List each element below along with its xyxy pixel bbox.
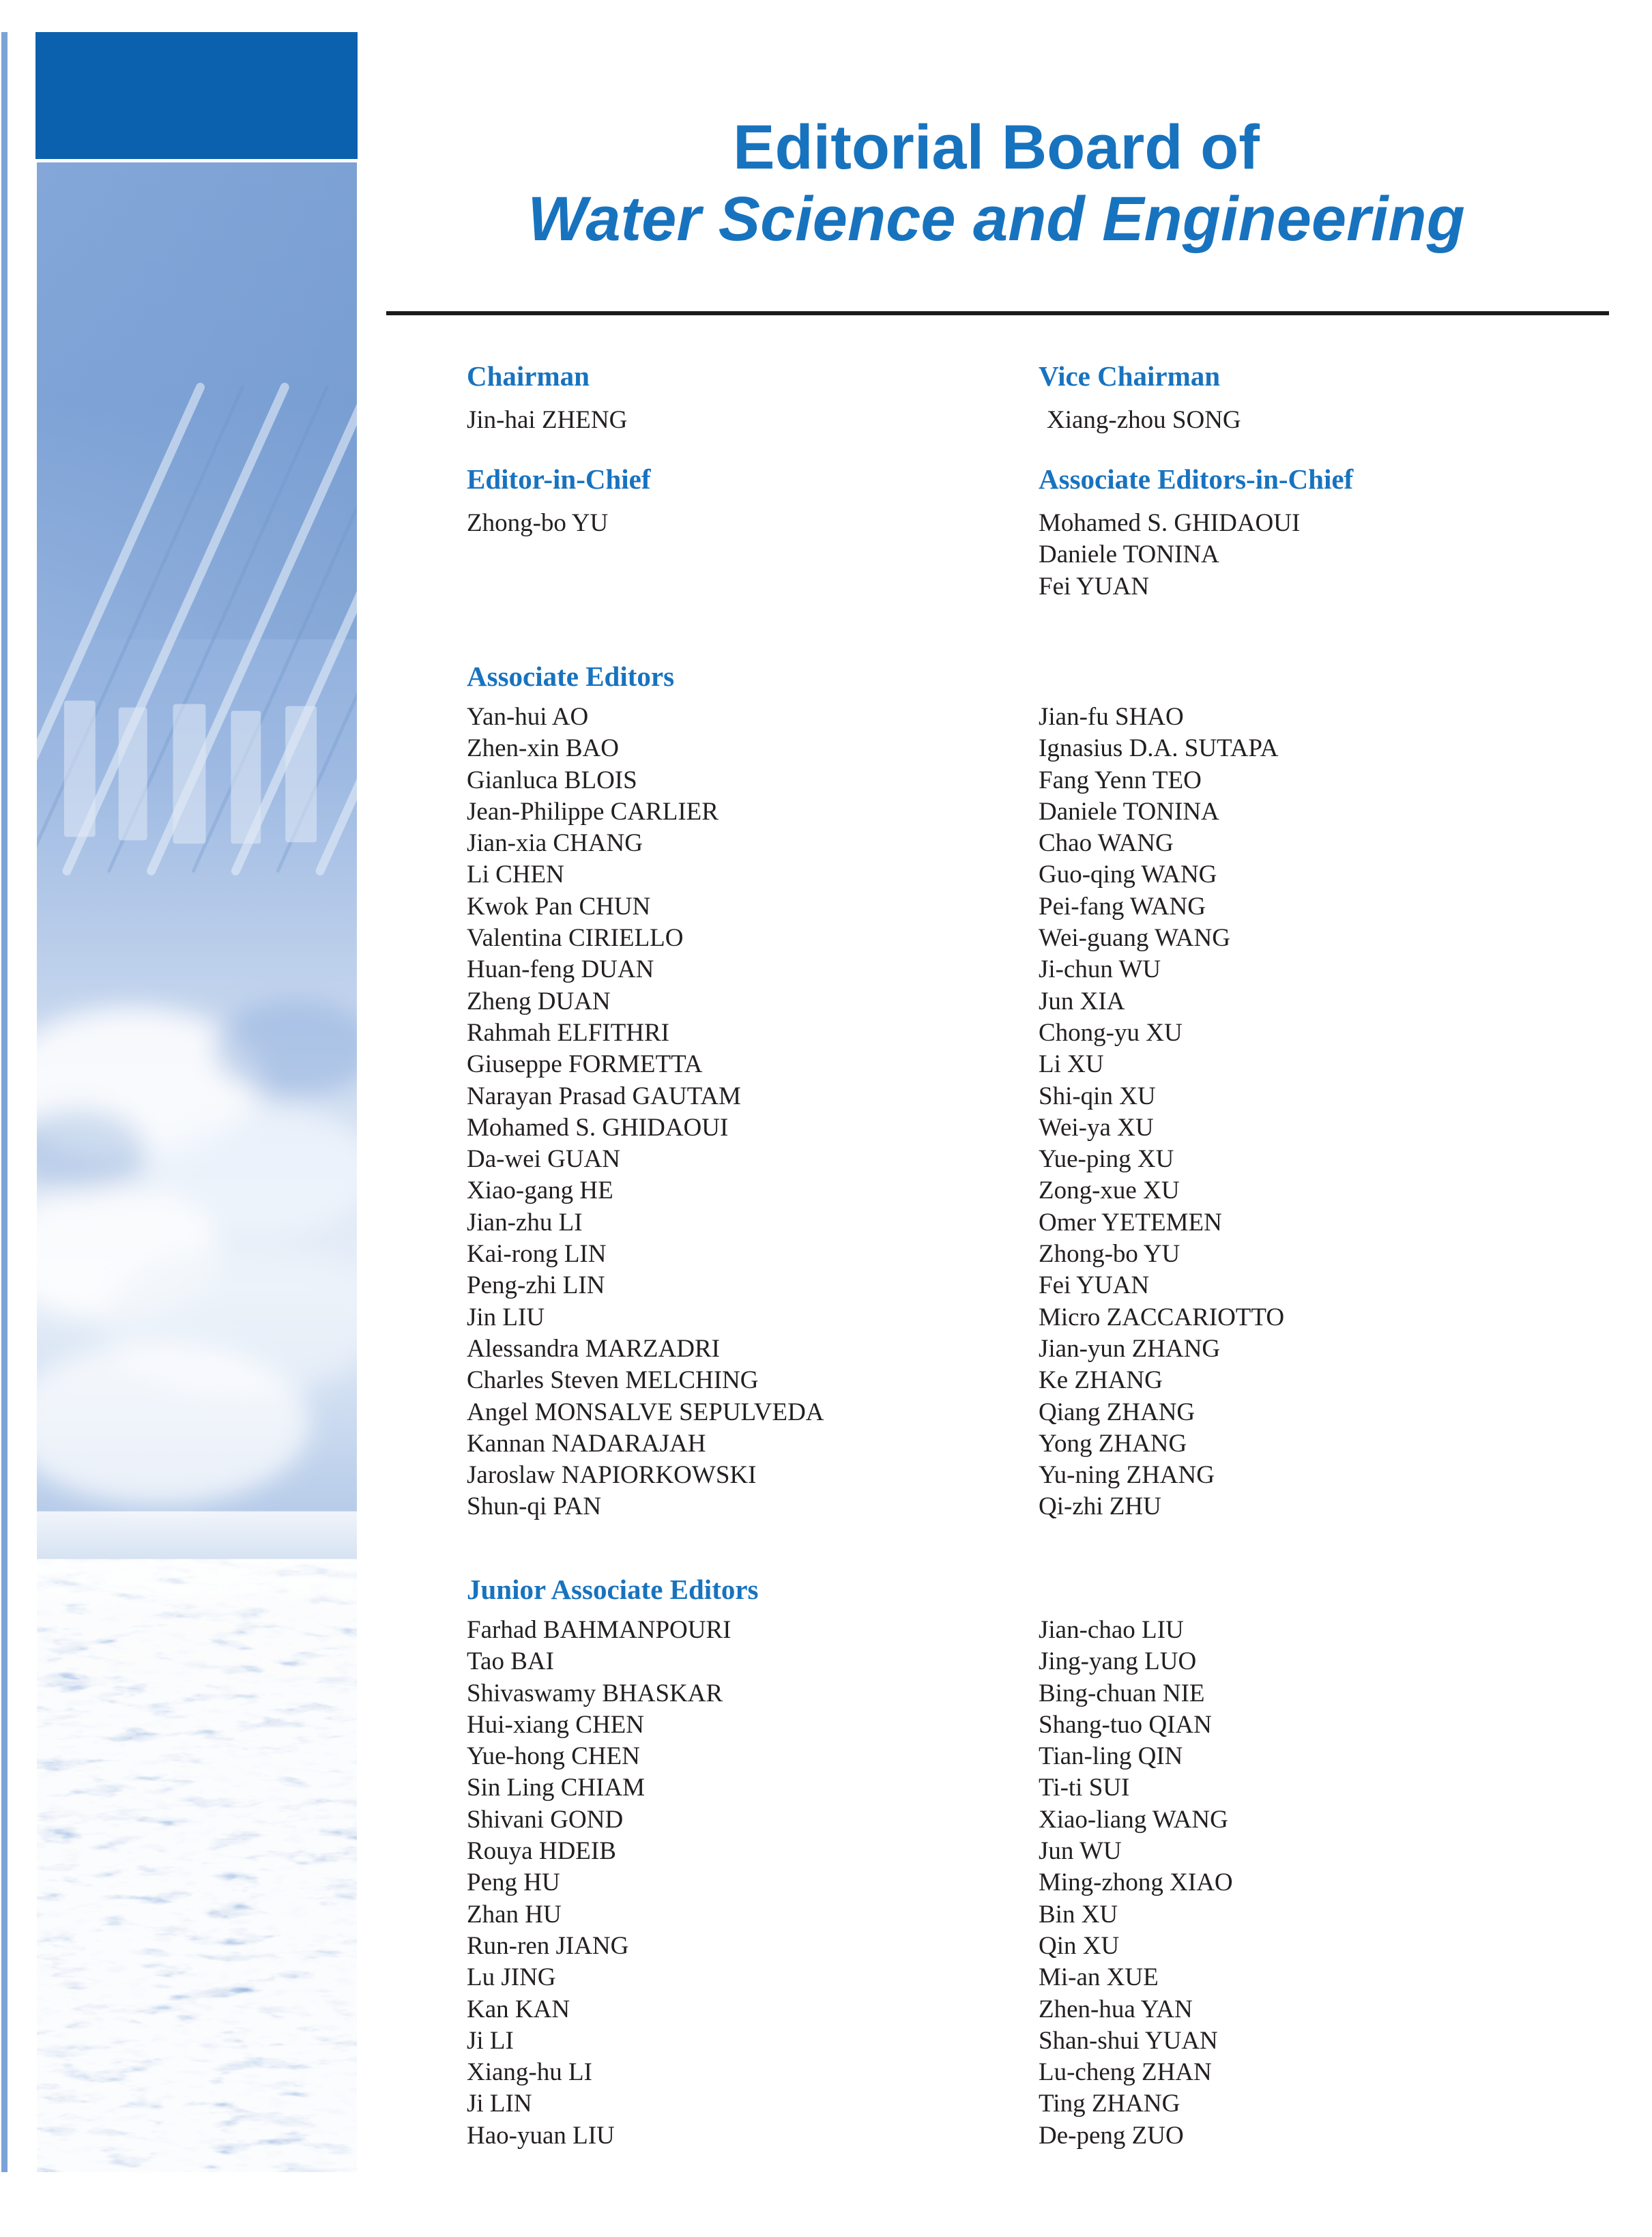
member-name: Farhad BAHMANPOURI xyxy=(467,1616,731,1644)
member-name: Wei-guang WANG xyxy=(1039,924,1230,953)
member-name: Jian-yun ZHANG xyxy=(1039,1334,1221,1363)
section-junior-associate-editors xyxy=(467,1573,759,1606)
member-name: Run-ren JIANG xyxy=(467,1931,629,1960)
member-list xyxy=(467,405,627,436)
section-heading: Associate Editors xyxy=(467,661,675,692)
member-list-column2 xyxy=(1039,702,1284,1523)
page-title-line1: Editorial Board of xyxy=(733,113,1260,182)
section-heading: Editor-in-Chief xyxy=(467,463,651,495)
member-name: Kwok Pan CHUN xyxy=(467,892,651,921)
member-name: Jaroslaw NAPIORKOWSKI xyxy=(467,1461,757,1490)
member-name: Yong ZHANG xyxy=(1039,1429,1187,1458)
member-name: Jun XIA xyxy=(1039,987,1125,1015)
member-name: Narayan Prasad GAUTAM xyxy=(467,1082,741,1110)
member-name: Kan KAN xyxy=(467,1995,570,2023)
member-name: Shivani GOND xyxy=(467,1805,624,1834)
member-name: Mohamed S. GHIDAOUI xyxy=(467,1113,729,1142)
member-name: Peng HU xyxy=(467,1868,560,1897)
member-name: Fei YUAN xyxy=(1039,572,1150,601)
member-name: Ti-ti SUI xyxy=(1039,1774,1130,1802)
journal-name-title: Water Science and Engineering xyxy=(527,184,1465,254)
member-name: Zhong-bo YU xyxy=(1039,1240,1180,1269)
member-name: Xiang-zhou SONG xyxy=(1047,406,1241,434)
member-name: Yan-hui AO xyxy=(467,703,589,731)
member-name: Mi-an XUE xyxy=(1039,1963,1159,1992)
member-name: Ji LI xyxy=(467,2026,514,2055)
member-name: Shang-tuo QIAN xyxy=(1039,1710,1212,1739)
member-name: Qin XU xyxy=(1039,1931,1120,1960)
member-name: Fang Yenn TEO xyxy=(1039,766,1202,794)
member-name: Zhen-xin BAO xyxy=(467,734,619,763)
left-edge-line xyxy=(1,32,8,2172)
member-name: Micro ZACCARIOTTO xyxy=(1039,1303,1285,1331)
member-name: Jean-Philippe CARLIER xyxy=(467,797,719,826)
section-heading: Junior Associate Editors xyxy=(467,1574,759,1605)
member-name: Daniele TONINA xyxy=(1039,540,1219,569)
member-name: Jian-chao LIU xyxy=(1039,1616,1184,1644)
section-heading: Vice Chairman xyxy=(1039,360,1221,392)
member-name: Ming-zhong XIAO xyxy=(1039,1868,1233,1897)
member-name: Zong-xue XU xyxy=(1039,1177,1180,1205)
section-heading: Chairman xyxy=(467,360,590,392)
member-name: Shun-qi PAN xyxy=(467,1492,602,1521)
member-name: Zheng DUAN xyxy=(467,987,611,1015)
member-name: Shi-qin XU xyxy=(1039,1082,1156,1110)
member-name: Li CHEN xyxy=(467,861,564,889)
member-name: Jin-hai ZHENG xyxy=(467,406,628,434)
member-name: Xiao-liang WANG xyxy=(1039,1805,1228,1834)
dam-water-photo-image xyxy=(37,162,357,2172)
section-chairman xyxy=(467,360,627,436)
member-name: Chao WANG xyxy=(1039,829,1174,858)
member-name: Wei-ya XU xyxy=(1039,1113,1154,1142)
member-list xyxy=(1039,405,1241,436)
section-heading: Associate Editors-in-Chief xyxy=(1039,463,1354,495)
member-name: Valentina CIRIELLO xyxy=(467,924,684,953)
section-editor-in-chief xyxy=(467,463,651,539)
member-name: Charles Steven MELCHING xyxy=(467,1366,759,1395)
member-name: Daniele TONINA xyxy=(1039,797,1219,826)
member-name: Jun WU xyxy=(1039,1837,1122,1866)
member-name: Chong-yu XU xyxy=(1039,1018,1183,1047)
member-name: Ji-chun WU xyxy=(1039,955,1161,984)
member-name: Shivaswamy BHASKAR xyxy=(467,1679,723,1707)
title-divider xyxy=(386,311,1609,315)
member-name: Tao BAI xyxy=(467,1647,554,1676)
member-name: Tian-ling QIN xyxy=(1039,1742,1183,1771)
member-name: Bin XU xyxy=(1039,1900,1118,1929)
member-name: Jin LIU xyxy=(467,1303,545,1331)
member-name: Jian-zhu LI xyxy=(467,1208,583,1237)
member-name: Li XU xyxy=(1039,1050,1104,1079)
member-name: Pei-fang WANG xyxy=(1039,892,1206,921)
member-name: Yu-ning ZHANG xyxy=(1039,1461,1215,1490)
member-name: Mohamed S. GHIDAOUI xyxy=(1039,509,1301,537)
member-list xyxy=(467,508,651,539)
member-name: Shan-shui YUAN xyxy=(1039,2026,1218,2055)
member-name: Xiang-hu LI xyxy=(467,2058,592,2087)
member-name: Yue-hong CHEN xyxy=(467,1742,640,1771)
member-name: Giuseppe FORMETTA xyxy=(467,1050,703,1079)
section-vice-chairman xyxy=(1039,360,1241,436)
member-name: Fei YUAN xyxy=(1039,1271,1150,1300)
member-name: Hao-yuan LIU xyxy=(467,2121,615,2150)
member-name: Qiang ZHANG xyxy=(1039,1398,1195,1426)
sidebar-top-blue-block xyxy=(35,32,358,159)
member-name: Zhen-hua YAN xyxy=(1039,1995,1193,2023)
member-list xyxy=(1039,508,1353,603)
member-name: Rahmah ELFITHRI xyxy=(467,1018,669,1047)
sidebar-photo xyxy=(37,162,357,2172)
member-name: Omer YETEMEN xyxy=(1039,1208,1222,1237)
member-name: Lu-cheng ZHAN xyxy=(1039,2058,1212,2087)
member-name: Bing-chuan NIE xyxy=(1039,1679,1205,1707)
member-name: Rouya HDEIB xyxy=(467,1837,616,1866)
member-name: Jing-yang LUO xyxy=(1039,1647,1197,1676)
member-name: Qi-zhi ZHU xyxy=(1039,1492,1161,1521)
member-name: Jian-xia CHANG xyxy=(467,829,643,858)
member-name: Ji LIN xyxy=(467,2090,532,2118)
member-name: Zhan HU xyxy=(467,1900,562,1929)
member-name: Kannan NADARAJAH xyxy=(467,1429,706,1458)
member-name: Sin Ling CHIAM xyxy=(467,1774,646,1802)
member-name: Lu JING xyxy=(467,1963,556,1992)
member-name: Da-wei GUAN xyxy=(467,1145,621,1174)
member-list-column1 xyxy=(467,702,824,1523)
member-name: Guo-qing WANG xyxy=(1039,861,1217,889)
member-name: Ting ZHANG xyxy=(1039,2090,1180,2118)
member-name: Yue-ping XU xyxy=(1039,1145,1174,1174)
member-list-column2 xyxy=(1039,1615,1233,2152)
section-associate-editors xyxy=(467,660,674,693)
member-name: Hui-xiang CHEN xyxy=(467,1710,644,1739)
member-name: Ke ZHANG xyxy=(1039,1366,1163,1395)
member-name: Gianluca BLOIS xyxy=(467,766,637,794)
member-name: Ignasius D.A. SUTAPA xyxy=(1039,734,1279,763)
member-name: Zhong-bo YU xyxy=(467,509,609,537)
member-name: Kai-rong LIN xyxy=(467,1240,607,1269)
member-list-column1 xyxy=(467,1615,731,2152)
member-name: Angel MONSALVE SEPULVEDA xyxy=(467,1398,824,1426)
member-name: De-peng ZUO xyxy=(1039,2121,1184,2150)
member-name: Huan-feng DUAN xyxy=(467,955,654,984)
section-associate-editors-in-chief xyxy=(1039,463,1353,603)
member-name: Jian-fu SHAO xyxy=(1039,703,1184,731)
page-title xyxy=(385,113,1608,257)
member-name: Xiao-gang HE xyxy=(467,1177,613,1205)
member-name: Alessandra MARZADRI xyxy=(467,1334,720,1363)
member-name: Peng-zhi LIN xyxy=(467,1271,605,1300)
